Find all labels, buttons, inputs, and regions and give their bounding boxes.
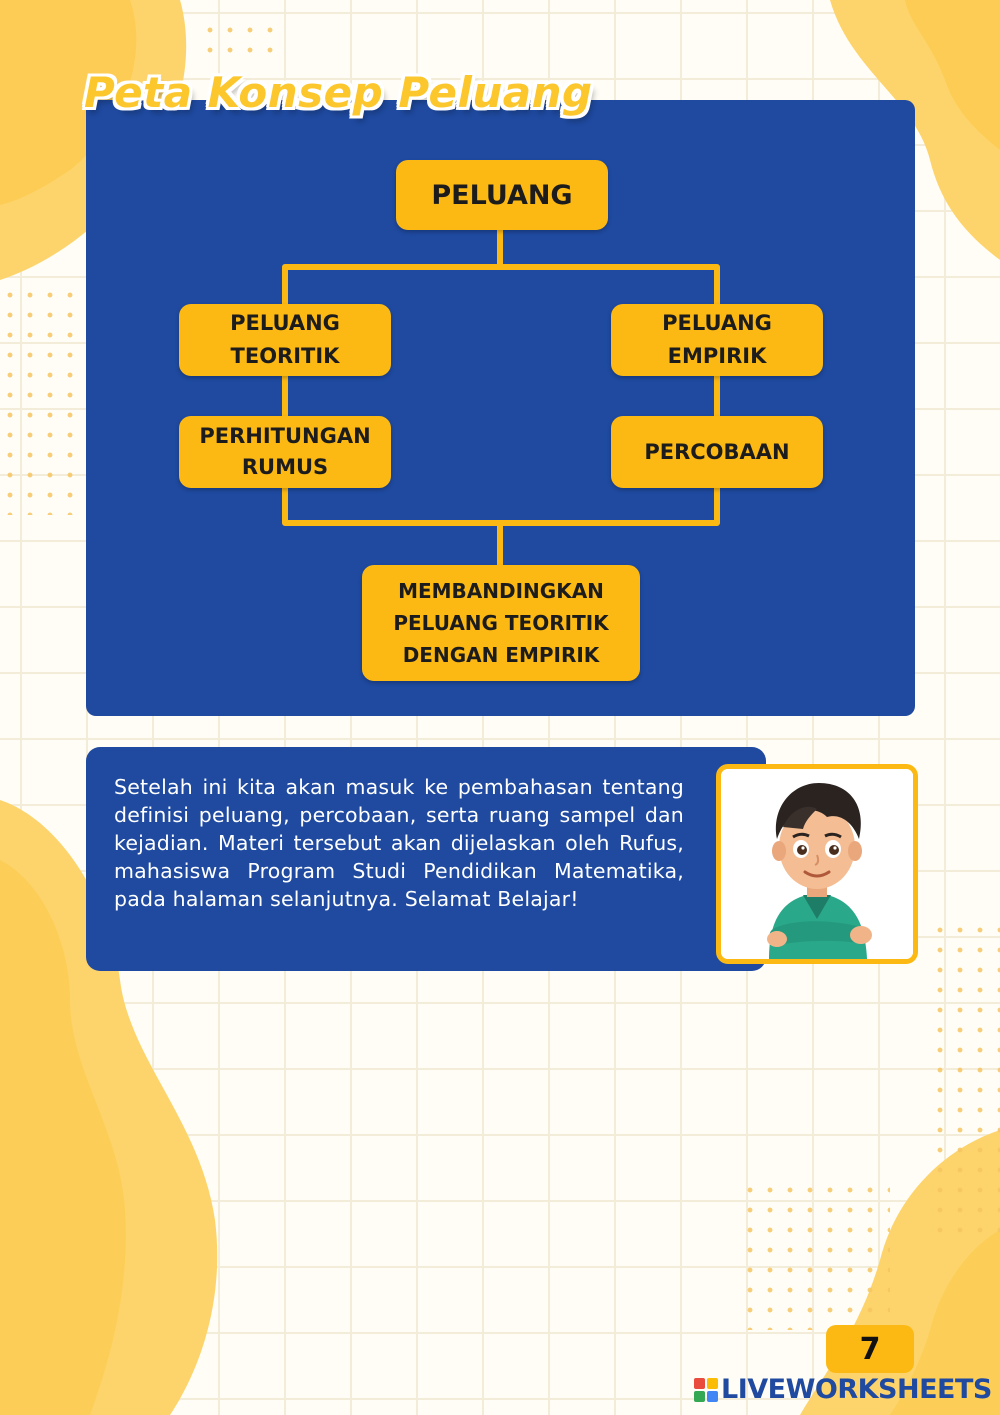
node-peluang-empirik — [611, 304, 823, 376]
node-peluang-empirik-label: PELUANG EMPIRIK — [662, 311, 772, 368]
boy-character-illustration — [721, 769, 913, 959]
page-number-badge: 7 — [826, 1325, 914, 1373]
node-peluang-teoritik-label: PELUANG TEORITIK — [230, 311, 340, 368]
info-box — [86, 747, 766, 971]
liveworksheets-wordmark: LIVEWORKSHEETS — [721, 1374, 992, 1405]
concept-map-panel — [86, 100, 915, 716]
dot-pattern-right — [930, 920, 1000, 1240]
node-membandingkan — [362, 565, 640, 681]
node-perhitungan-rumus — [179, 416, 391, 488]
node-peluang-label: PELUANG — [431, 179, 573, 211]
avatar — [716, 764, 918, 964]
info-text: Setelah ini kita akan masuk ke pembahasan tentang definisi peluang, percobaan, serta ruang sampel dan kejadian. Materi tersebut akan dijelaskan oleh Rufus, mahasiswa Program Studi Pendidikan Matematika, pada halaman selanjutnya. Selamat Belajar! — [114, 775, 684, 911]
node-perhitungan-rumus-label: PERHITUNGAN RUMUS — [199, 424, 371, 479]
node-peluang-teoritik — [179, 304, 391, 376]
dot-pattern-bottom — [740, 1180, 890, 1330]
dot-pattern-top — [200, 20, 280, 60]
node-membandingkan-label: MEMBANDINGKAN PELUANG TEORITIK DENGAN EMPIRIK — [393, 579, 609, 667]
node-percobaan-label: PERCOBAAN — [644, 440, 790, 464]
page-title: Peta Konsep Peluang — [84, 68, 593, 117]
liveworksheets-logo-icon — [694, 1378, 718, 1402]
node-percobaan — [611, 416, 823, 488]
node-peluang — [396, 160, 608, 230]
dot-pattern-left — [0, 285, 80, 515]
liveworksheets-brand — [694, 1374, 992, 1405]
